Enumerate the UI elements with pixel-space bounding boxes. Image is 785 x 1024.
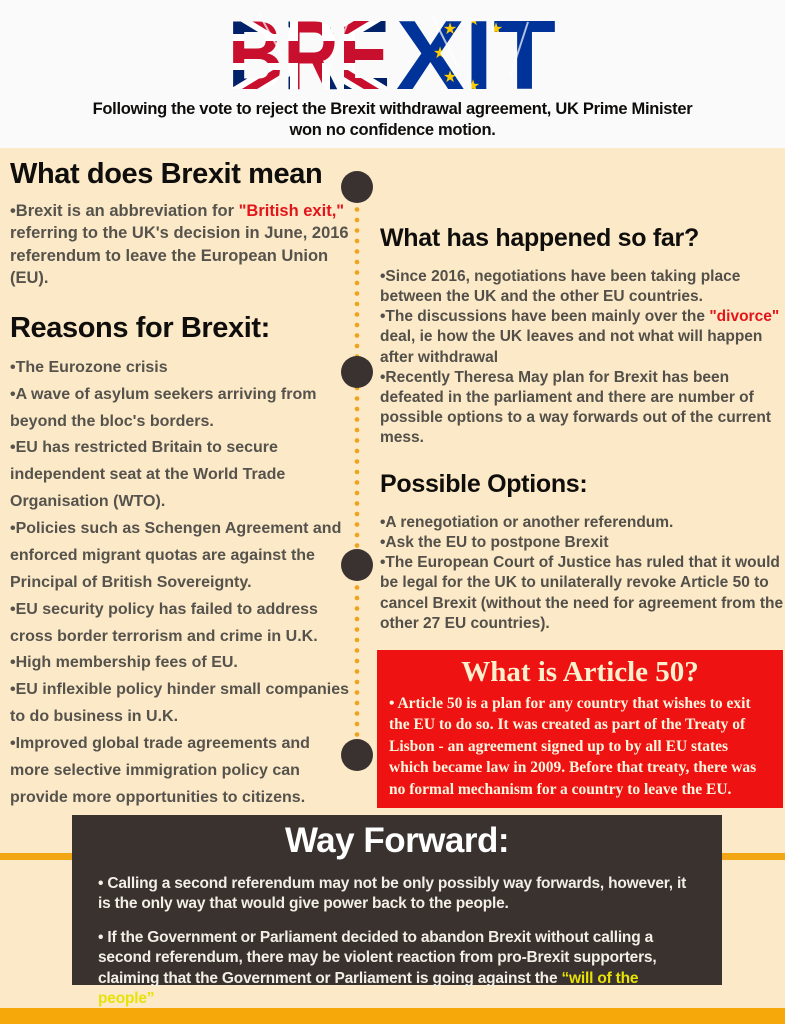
meaning-highlight: "British exit,": [238, 202, 345, 220]
reason-item: •EU has restricted Britain to secure independent seat at the World Trade Organisation (WTO).: [10, 439, 286, 511]
header: [0, 0, 785, 148]
happened-item1-highlight: "divorce": [709, 308, 780, 326]
way-bullet2-prefix: • If the Government or Parliament decided to abandon Brexit without calling a second referendum, there may be violent reaction from pro-Brexit supporters, claiming that the Government or Parliament is going against the: [98, 928, 657, 987]
subtitle-line-2: won no confidence motion.: [289, 121, 496, 140]
left-column: [10, 158, 350, 812]
logo-eu-letters: XIT: [395, 2, 556, 102]
options-section: [380, 470, 784, 634]
article50-title: What is Article 50?: [461, 656, 699, 688]
brexit-logo-art: [228, 2, 558, 102]
option-item: •Ask the EU to postpone Brexit: [380, 534, 609, 552]
options-title: Possible Options:: [380, 470, 588, 498]
article50-box: [377, 650, 783, 808]
bottom-amber-bar: [0, 1008, 785, 1024]
happened-item: [380, 307, 784, 367]
happened-item1-prefix: •The discussions have been mainly over the: [380, 308, 710, 326]
subtitle-line-1: Following the vote to reject the Brexit withdrawal agreement, UK Prime Minister: [92, 100, 693, 118]
reason-item: •The Eurozone crisis: [10, 358, 168, 376]
option-item: •The European Court of Justice has ruled that it would be legal for the UK to unilaterally revoke Article 50 to cancel Brexit (without the need for agreement from the other 27 EU countries).: [380, 554, 784, 632]
reasons-list: [10, 355, 350, 812]
happened-title: What has happened so far?: [380, 224, 699, 252]
happened-item: •Since 2016, negotiations have been taking place between the UK and the other EU countries.: [380, 268, 741, 306]
meaning-text-prefix: •Brexit is an abbreviation for: [10, 202, 239, 220]
happened-item: •Recently Theresa May plan for Brexit has been defeated in the parliament and there are number of possible options to a way forwards out of the current mess.: [380, 368, 771, 447]
meaning-paragraph: [10, 200, 350, 290]
reason-item: •A wave of asylum seekers arriving from beyond the bloc's borders.: [10, 385, 317, 430]
option-item: •A renegotiation or another referendum.: [380, 514, 674, 531]
reason-item: •Improved global trade agreements and more selective immigration policy can provide more opportunities to citizens.: [10, 735, 310, 806]
options-list: [380, 513, 784, 634]
reason-item: •EU security policy has failed to address cross border terrorism and crime in U.K.: [10, 600, 318, 645]
reasons-title: Reasons for Brexit:: [10, 311, 270, 344]
reason-item: •Policies such as Schengen Agreement and enforced migrant quotas are against the Principal of British Sovereignty.: [10, 520, 342, 591]
header-subtitle: [0, 99, 785, 141]
reason-item: •High membership fees of EU.: [10, 654, 238, 672]
way-forward-title: Way Forward:: [284, 821, 510, 860]
way-forward-bullet: • Calling a second referendum may not be only possibly way forwards, however, it is the only way that would give power back to the people.: [98, 875, 687, 913]
way-bullet2-highlight: “will of the people”: [98, 969, 639, 1008]
meaning-text-suffix: referring to the UK's decision in June, 2016 referendum to leave the European Union (EU).: [10, 224, 349, 288]
happened-list: [380, 267, 784, 448]
reason-item: •EU inflexible policy hinder small companies to do business in U.K.: [10, 681, 350, 726]
way-forward-box: [72, 815, 722, 1008]
happened-item1-suffix: deal, ie how the UK leaves and not what will happen after withdrawal: [380, 328, 763, 366]
brexit-logo: [0, 2, 785, 107]
way-forward-bullet: [98, 928, 696, 1010]
timeline-dotted-line: [354, 196, 360, 758]
happened-section: [380, 224, 784, 448]
logo-uk-letters: BRE: [227, 2, 390, 102]
article50-body: • Article 50 is a plan for any country that wishes to exit the EU to do so. It was created as part of the Treaty of Lisbon - an agreement signed up to by all EU states which became law in 2009. Before that treaty, there was no formal mechanism for a country to leave the EU.: [389, 695, 757, 798]
meaning-title: What does Brexit mean: [10, 158, 323, 190]
